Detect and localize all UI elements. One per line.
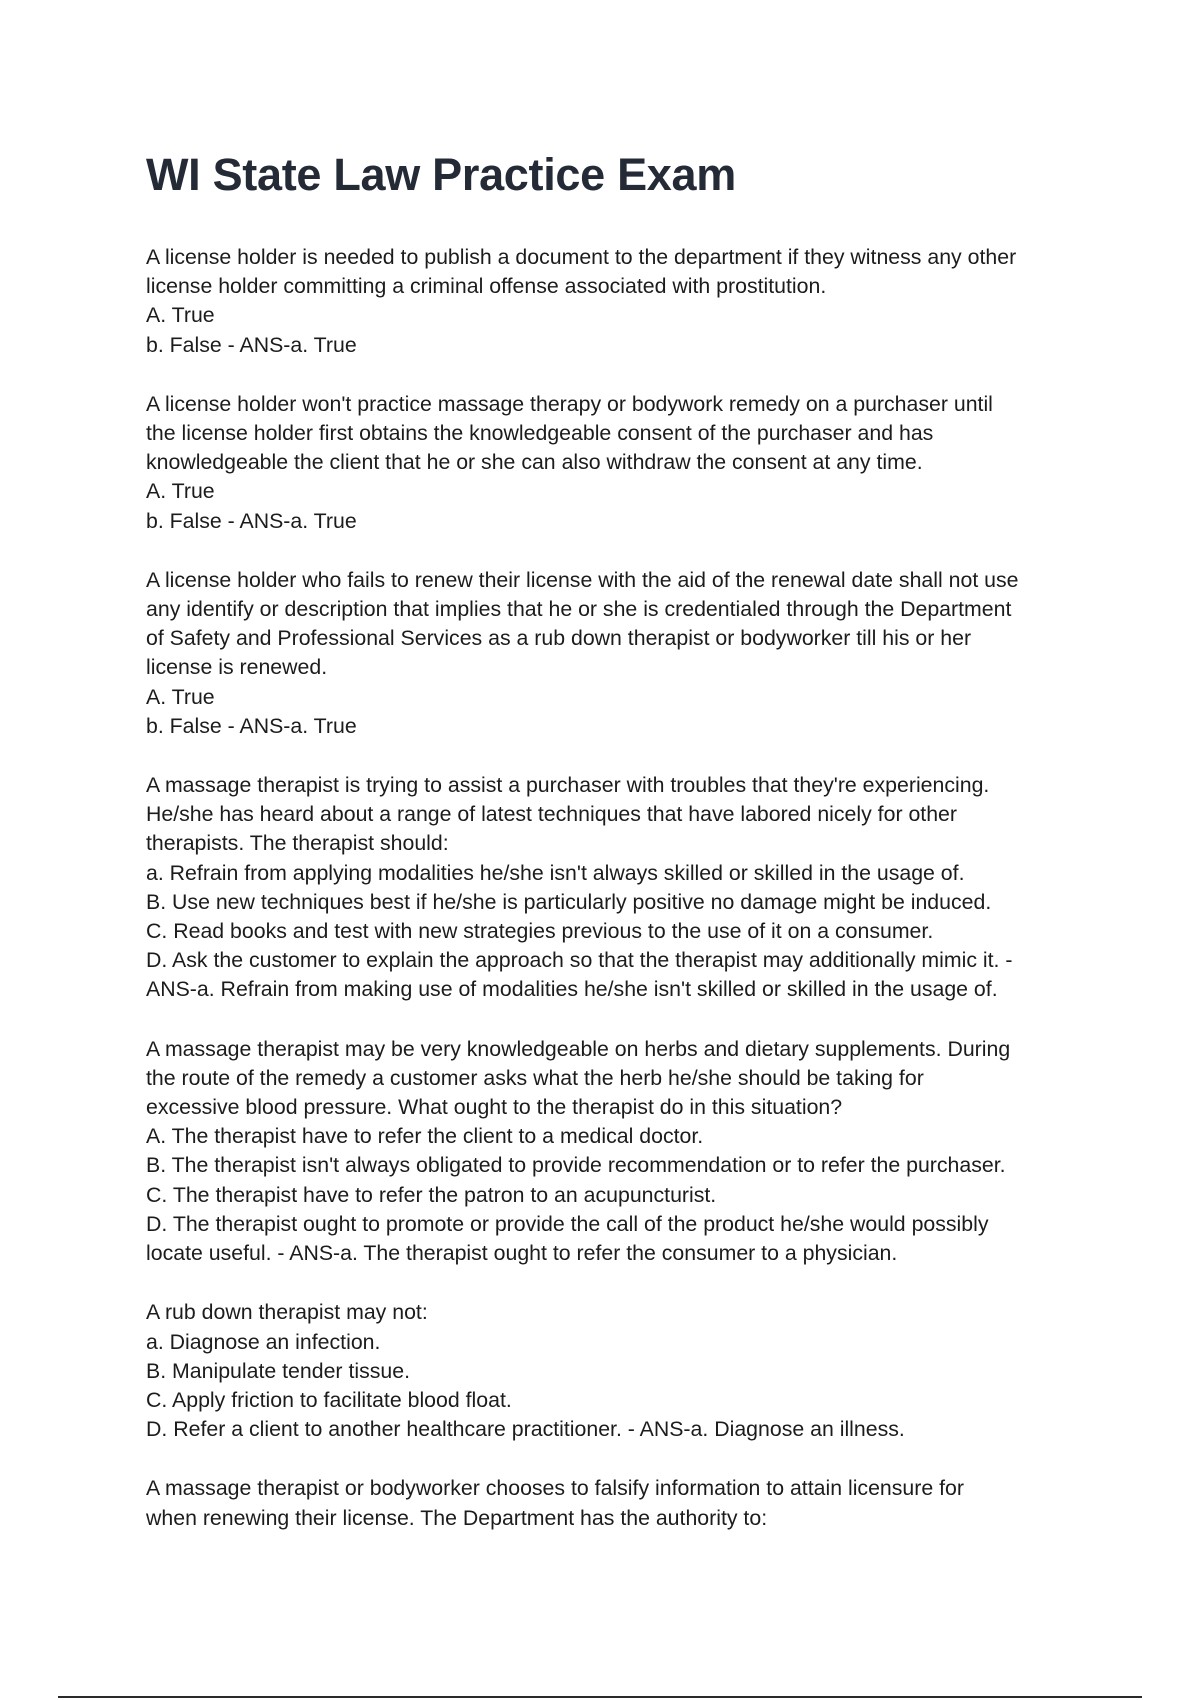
answer-option: A. True xyxy=(146,479,215,504)
question-text-line: A massage therapist or bodyworker chooses to falsify information to attain licensure for xyxy=(146,1476,964,1501)
answer-option: B. The therapist isn't always obligated to provide recommendation or to refer the purchaser. xyxy=(146,1153,1006,1178)
answer-option: B. Manipulate tender tissue. xyxy=(146,1358,410,1383)
answer-option: D. Ask the customer to explain the approach so that the therapist may additionally mimic it. - xyxy=(146,948,1013,973)
answer-option: D. The therapist ought to promote or provide the call of the product he/she would possibly xyxy=(146,1211,989,1236)
answer-option: C. The therapist have to refer the patron to an acupuncturist. xyxy=(146,1182,717,1207)
answer-option: C. Apply friction to facilitate blood float. xyxy=(146,1387,512,1412)
question-list xyxy=(146,243,1076,1563)
answer-option: B. Use new techniques best if he/she is particularly positive no damage might be induced. xyxy=(146,889,992,914)
question-text-line: knowledgeable the client that he or she can also withdraw the consent at any time. xyxy=(146,450,923,475)
question-block xyxy=(146,390,1076,536)
question-text-line: He/she has heard about a range of latest techniques that have labored nicely for other xyxy=(146,802,957,827)
question-text-line: when renewing their license. The Department has the authority to: xyxy=(146,1505,768,1530)
question-block xyxy=(146,243,1076,360)
answer-option: b. False - ANS-a. True xyxy=(146,332,357,357)
question-text-line: A license holder is needed to publish a document to the department if they witness any other xyxy=(146,245,1017,269)
question-text-line: A rub down therapist may not: xyxy=(146,1300,428,1325)
answer-option: a. Refrain from applying modalities he/she isn't always skilled or skilled in the usage of. xyxy=(146,860,965,885)
question-text-line: any identify or description that implies that he or she is credentialed through the Department xyxy=(146,597,1012,622)
page-title: WI State Law Practice Exam xyxy=(146,149,736,200)
question-text-line: therapists. The therapist should: xyxy=(146,831,449,856)
question-text-line: license is renewed. xyxy=(146,655,328,680)
question-text-line: A massage therapist may be very knowledgeable on herbs and dietary supplements. During xyxy=(146,1036,1011,1061)
question-text-line: A license holder who fails to renew their license with the aid of the renewal date shall not use xyxy=(146,567,1019,592)
answer-option: a. Diagnose an infection. xyxy=(146,1329,381,1354)
answer-option: b. False - ANS-a. True xyxy=(146,713,357,738)
question-block xyxy=(146,1298,1076,1444)
question-text-line: the license holder first obtains the knowledgeable consent of the purchaser and has xyxy=(146,421,934,446)
answer-option: A. The therapist have to refer the client to a medical doctor. xyxy=(146,1124,704,1149)
question-block xyxy=(146,771,1076,1005)
question-text-line: license holder committing a criminal offense associated with prostitution. xyxy=(146,274,827,299)
answer-option: C. Read books and test with new strategies previous to the use of it on a consumer. xyxy=(146,919,934,944)
question-block xyxy=(146,1474,1076,1532)
answer-key: ANS-a. Refrain from making use of modalities he/she isn't skilled or skilled in the usage of. xyxy=(146,977,998,1002)
question-text-line: of Safety and Professional Services as a rub down therapist or bodyworker till his or her xyxy=(146,626,972,651)
answer-option: A. True xyxy=(146,303,215,328)
answer-key: locate useful. - ANS-a. The therapist ought to refer the consumer to a physician. xyxy=(146,1241,898,1266)
question-text-line: A license holder won't practice massage therapy or bodywork remedy on a purchaser until xyxy=(146,391,993,416)
question-text-line: A massage therapist is trying to assist a purchaser with troubles that they're experiencing. xyxy=(146,773,990,798)
answer-option: D. Refer a client to another healthcare practitioner. - ANS-a. Diagnose an illness. xyxy=(146,1417,905,1442)
question-text-line: excessive blood pressure. What ought to the therapist do in this situation? xyxy=(146,1095,843,1120)
answer-option: b. False - ANS-a. True xyxy=(146,508,357,533)
page-divider xyxy=(58,1696,1142,1698)
answer-option: A. True xyxy=(146,684,215,709)
question-block xyxy=(146,1035,1076,1269)
question-text-line: the route of the remedy a customer asks what the herb he/she should be taking for xyxy=(146,1065,924,1090)
question-block xyxy=(146,566,1076,741)
